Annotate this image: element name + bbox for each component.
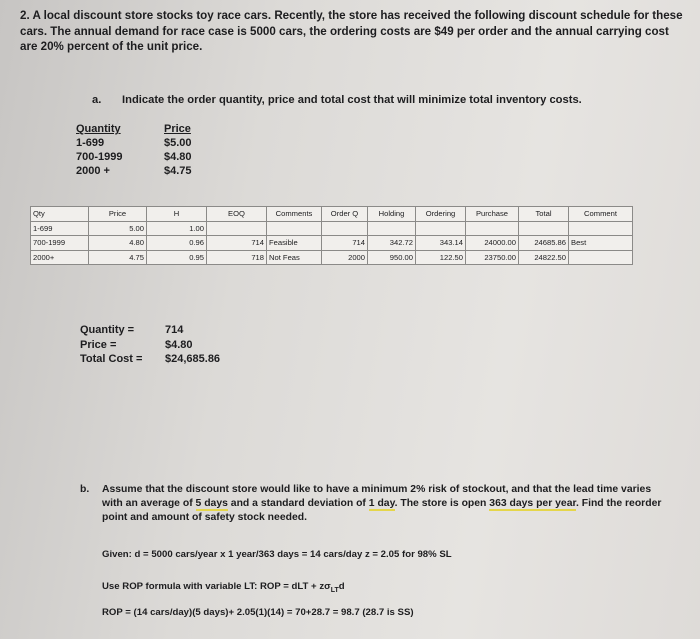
cell-purchase: 23750.00 xyxy=(466,250,519,265)
cell-qty: 1-699 xyxy=(31,221,89,236)
cell-order-q: 2000 xyxy=(322,250,368,265)
price-schedule xyxy=(76,122,224,178)
header-comment: Comment xyxy=(569,207,633,222)
cell-ordering xyxy=(416,221,466,236)
highlight-std-dev: 1 day xyxy=(368,498,395,510)
header-total: Total xyxy=(519,207,569,222)
result-price-label: Price = xyxy=(80,338,117,351)
part-b-text-3: . The store is open xyxy=(394,498,490,510)
part-b-text-4: . Find the reorder point and amount of safety stock needed. xyxy=(102,498,662,524)
cell-purchase xyxy=(466,221,519,236)
result-total-value: $24,685.86 xyxy=(165,353,221,365)
cell-price: 5.00 xyxy=(89,221,147,236)
cell-total xyxy=(519,221,569,236)
result-price xyxy=(80,338,220,353)
quantity-range: 2000 + xyxy=(76,165,110,177)
cell-ordering: 343.14 xyxy=(416,236,466,251)
highlight-lead-time: 5 days xyxy=(195,498,228,510)
result-price-value: $4.80 xyxy=(165,338,193,351)
header-qty: Qty xyxy=(31,207,89,222)
cell-holding: 342.72 xyxy=(368,236,416,251)
result-total xyxy=(80,352,220,367)
highlight-days-open: 363 days per year xyxy=(489,498,576,510)
quantity-header: Quantity xyxy=(76,123,121,135)
question-number: 2. xyxy=(20,9,30,22)
cell-comments: Feasible xyxy=(267,236,322,251)
cell-total: 24822.50 xyxy=(519,250,569,265)
quantity-range: 1-699 xyxy=(76,137,105,149)
result-quantity xyxy=(80,323,220,338)
question-text xyxy=(20,8,685,55)
rop-calculation-line: ROP = (14 cars/day)(5 days)+ 2.05(1)(14) = 70+28.7 = 98.7 (28.7 is SS) xyxy=(102,607,414,618)
cell-holding xyxy=(368,221,416,236)
part-b-prompt xyxy=(80,483,670,526)
cell-price: 4.80 xyxy=(89,236,147,251)
header-comments: Comments xyxy=(267,207,322,222)
question-body: A local discount store stocks toy race cars. Recently, the store has received the following discount schedule for these cars. The annual demand for race case is 5000 cars, the ordering costs are $49 per order and the annual carrying cost are 20% percent of the unit price. xyxy=(20,9,683,53)
result-total-label: Total Cost = xyxy=(80,353,143,365)
rop-formula-line xyxy=(102,581,345,594)
cell-eoq: 714 xyxy=(207,236,267,251)
cell-order-q xyxy=(322,221,368,236)
given-line: Given: d = 5000 cars/year x 1 year/363 days = 14 cars/day z = 2.05 for 98% SL xyxy=(102,549,452,560)
part-b-text-1: Assume that the discount store would like to have a minimum 2% risk of stockout, and that the lead time varies with an average of xyxy=(102,484,652,510)
unit-price: $4.80 xyxy=(164,151,192,163)
table-row xyxy=(31,221,633,236)
result-summary xyxy=(80,323,220,367)
cell-ordering: 122.50 xyxy=(416,250,466,265)
rop-formula-subscript: LT xyxy=(330,586,339,594)
cell-price: 4.75 xyxy=(89,250,147,265)
header-eoq: EOQ xyxy=(207,207,267,222)
cell-comments: Not Feas xyxy=(267,250,322,265)
cell-h: 1.00 xyxy=(147,221,207,236)
header-h: H xyxy=(147,207,207,222)
cell-comments xyxy=(267,221,322,236)
rop-formula-prefix: Use ROP formula with variable LT: ROP = dLT + zσ xyxy=(102,581,331,592)
cell-holding: 950.00 xyxy=(368,250,416,265)
table-header-row xyxy=(31,207,633,222)
price-schedule-header xyxy=(76,122,224,136)
header-price: Price xyxy=(89,207,147,222)
header-ordering: Ordering xyxy=(416,207,466,222)
cell-qty: 2000+ xyxy=(31,250,89,265)
unit-price: $4.75 xyxy=(164,165,192,177)
table-row xyxy=(31,236,633,251)
part-b-label: b. xyxy=(80,484,90,495)
part-a-text: Indicate the order quantity, price and total cost that will minimize total inventory costs. xyxy=(122,94,582,106)
part-a-label: a. xyxy=(92,94,102,106)
price-schedule-row xyxy=(76,150,224,164)
result-quantity-label: Quantity = xyxy=(80,324,135,336)
spreadsheet-table xyxy=(30,206,633,265)
part-a-prompt xyxy=(92,94,582,106)
cell-h: 0.96 xyxy=(147,236,207,251)
price-header: Price xyxy=(164,123,191,135)
cell-order-q: 714 xyxy=(322,236,368,251)
price-schedule-row xyxy=(76,136,224,150)
header-order-q: Order Q xyxy=(322,207,368,222)
result-quantity-value: 714 xyxy=(165,324,184,336)
table-row xyxy=(31,250,633,265)
part-b-text xyxy=(102,483,670,526)
quantity-range: 700-1999 xyxy=(76,151,123,163)
price-schedule-row xyxy=(76,164,224,178)
cell-h: 0.95 xyxy=(147,250,207,265)
cell-eoq xyxy=(207,221,267,236)
cell-comment: Best xyxy=(569,236,633,251)
cell-comment xyxy=(569,221,633,236)
rop-formula-suffix: d xyxy=(338,581,345,592)
cell-total: 24685.86 xyxy=(519,236,569,251)
cell-qty: 700-1999 xyxy=(31,236,89,251)
header-purchase: Purchase xyxy=(466,207,519,222)
cell-purchase: 24000.00 xyxy=(466,236,519,251)
header-holding: Holding xyxy=(368,207,416,222)
cell-comment xyxy=(569,250,633,265)
part-b-text-2: and a standard deviation of xyxy=(227,498,369,510)
cell-eoq: 718 xyxy=(207,250,267,265)
unit-price: $5.00 xyxy=(164,137,192,149)
